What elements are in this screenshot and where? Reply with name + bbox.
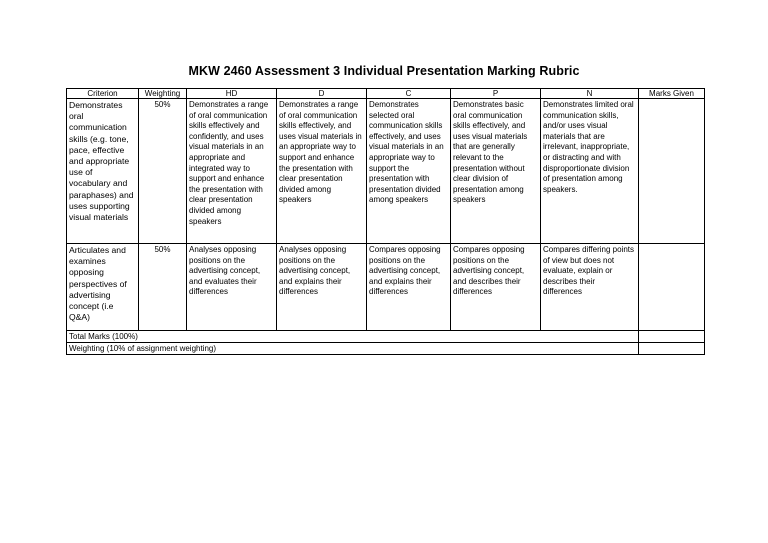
c-cell: Compares opposing positions on the advertising concept, and explains their differences [367,244,451,331]
hd-cell: Demonstrates a range of oral communication skills effectively and confidently, and uses visual materials in an appropriate and integrated way to support and enhance the presentation with clear presentation divided among speakers [187,99,277,244]
n-cell: Compares differing points of view but does not evaluate, explain or describes their differences [541,244,639,331]
rubric-table [66,88,705,355]
header-c: C [367,89,451,99]
header-criterion: Criterion [67,89,139,99]
c-cell: Demonstrates selected oral communication skills effectively, and uses visual materials in an appropriate way to support the presentation with presentation divided among speakers [367,99,451,244]
header-n: N [541,89,639,99]
weighting-cell: 50% [139,99,187,244]
header-row [67,89,705,99]
hd-cell: Analyses opposing positions on the advertising concept, and evaluates their differences [187,244,277,331]
header-hd: HD [187,89,277,99]
criterion-cell: Articulates and examines opposing perspectives of advertising concept (i.e Q&A) [67,244,139,331]
weighting-cell: 50% [139,244,187,331]
total-marks-label: Total Marks (100%) [67,331,639,343]
total-marks-row [67,331,705,343]
header-p: P [451,89,541,99]
table-row [67,244,705,331]
marks-given-cell [639,244,705,331]
p-cell: Demonstrates basic oral communication skills effectively, and uses visual materials that are generally relevant to the presentation without clear division of presentation among speakers [451,99,541,244]
d-cell: Demonstrates a range of oral communication skills effectively, and uses visual materials in an appropriate way to support and enhance the presentation with clear presentation divided among speakers [277,99,367,244]
total-marks-value [639,331,705,343]
criterion-cell: Demonstrates oral communication skills (e.g. tone, pace, effective and appropriate use of vocabulary and paraphases) and uses supporting visual materials [67,99,139,244]
header-marks-given: Marks Given [639,89,705,99]
marks-given-cell [639,99,705,244]
weighting-row [67,343,705,355]
weighting-label: Weighting (10% of assignment weighting) [67,343,639,355]
table-row [67,99,705,244]
n-cell: Demonstrates limited oral communication skills, and/or uses visual materials that are irrelevant, inappropriate, or distracting and with disproportionate division of presentation among speakers. [541,99,639,244]
header-weighting: Weighting [139,89,187,99]
header-d: D [277,89,367,99]
p-cell: Compares opposing positions on the advertising concept, and describes their differences [451,244,541,331]
d-cell: Analyses opposing positions on the advertising concept, and explains their differences [277,244,367,331]
weighting-value [639,343,705,355]
page-title: MKW 2460 Assessment 3 Individual Presentation Marking Rubric [188,64,580,78]
